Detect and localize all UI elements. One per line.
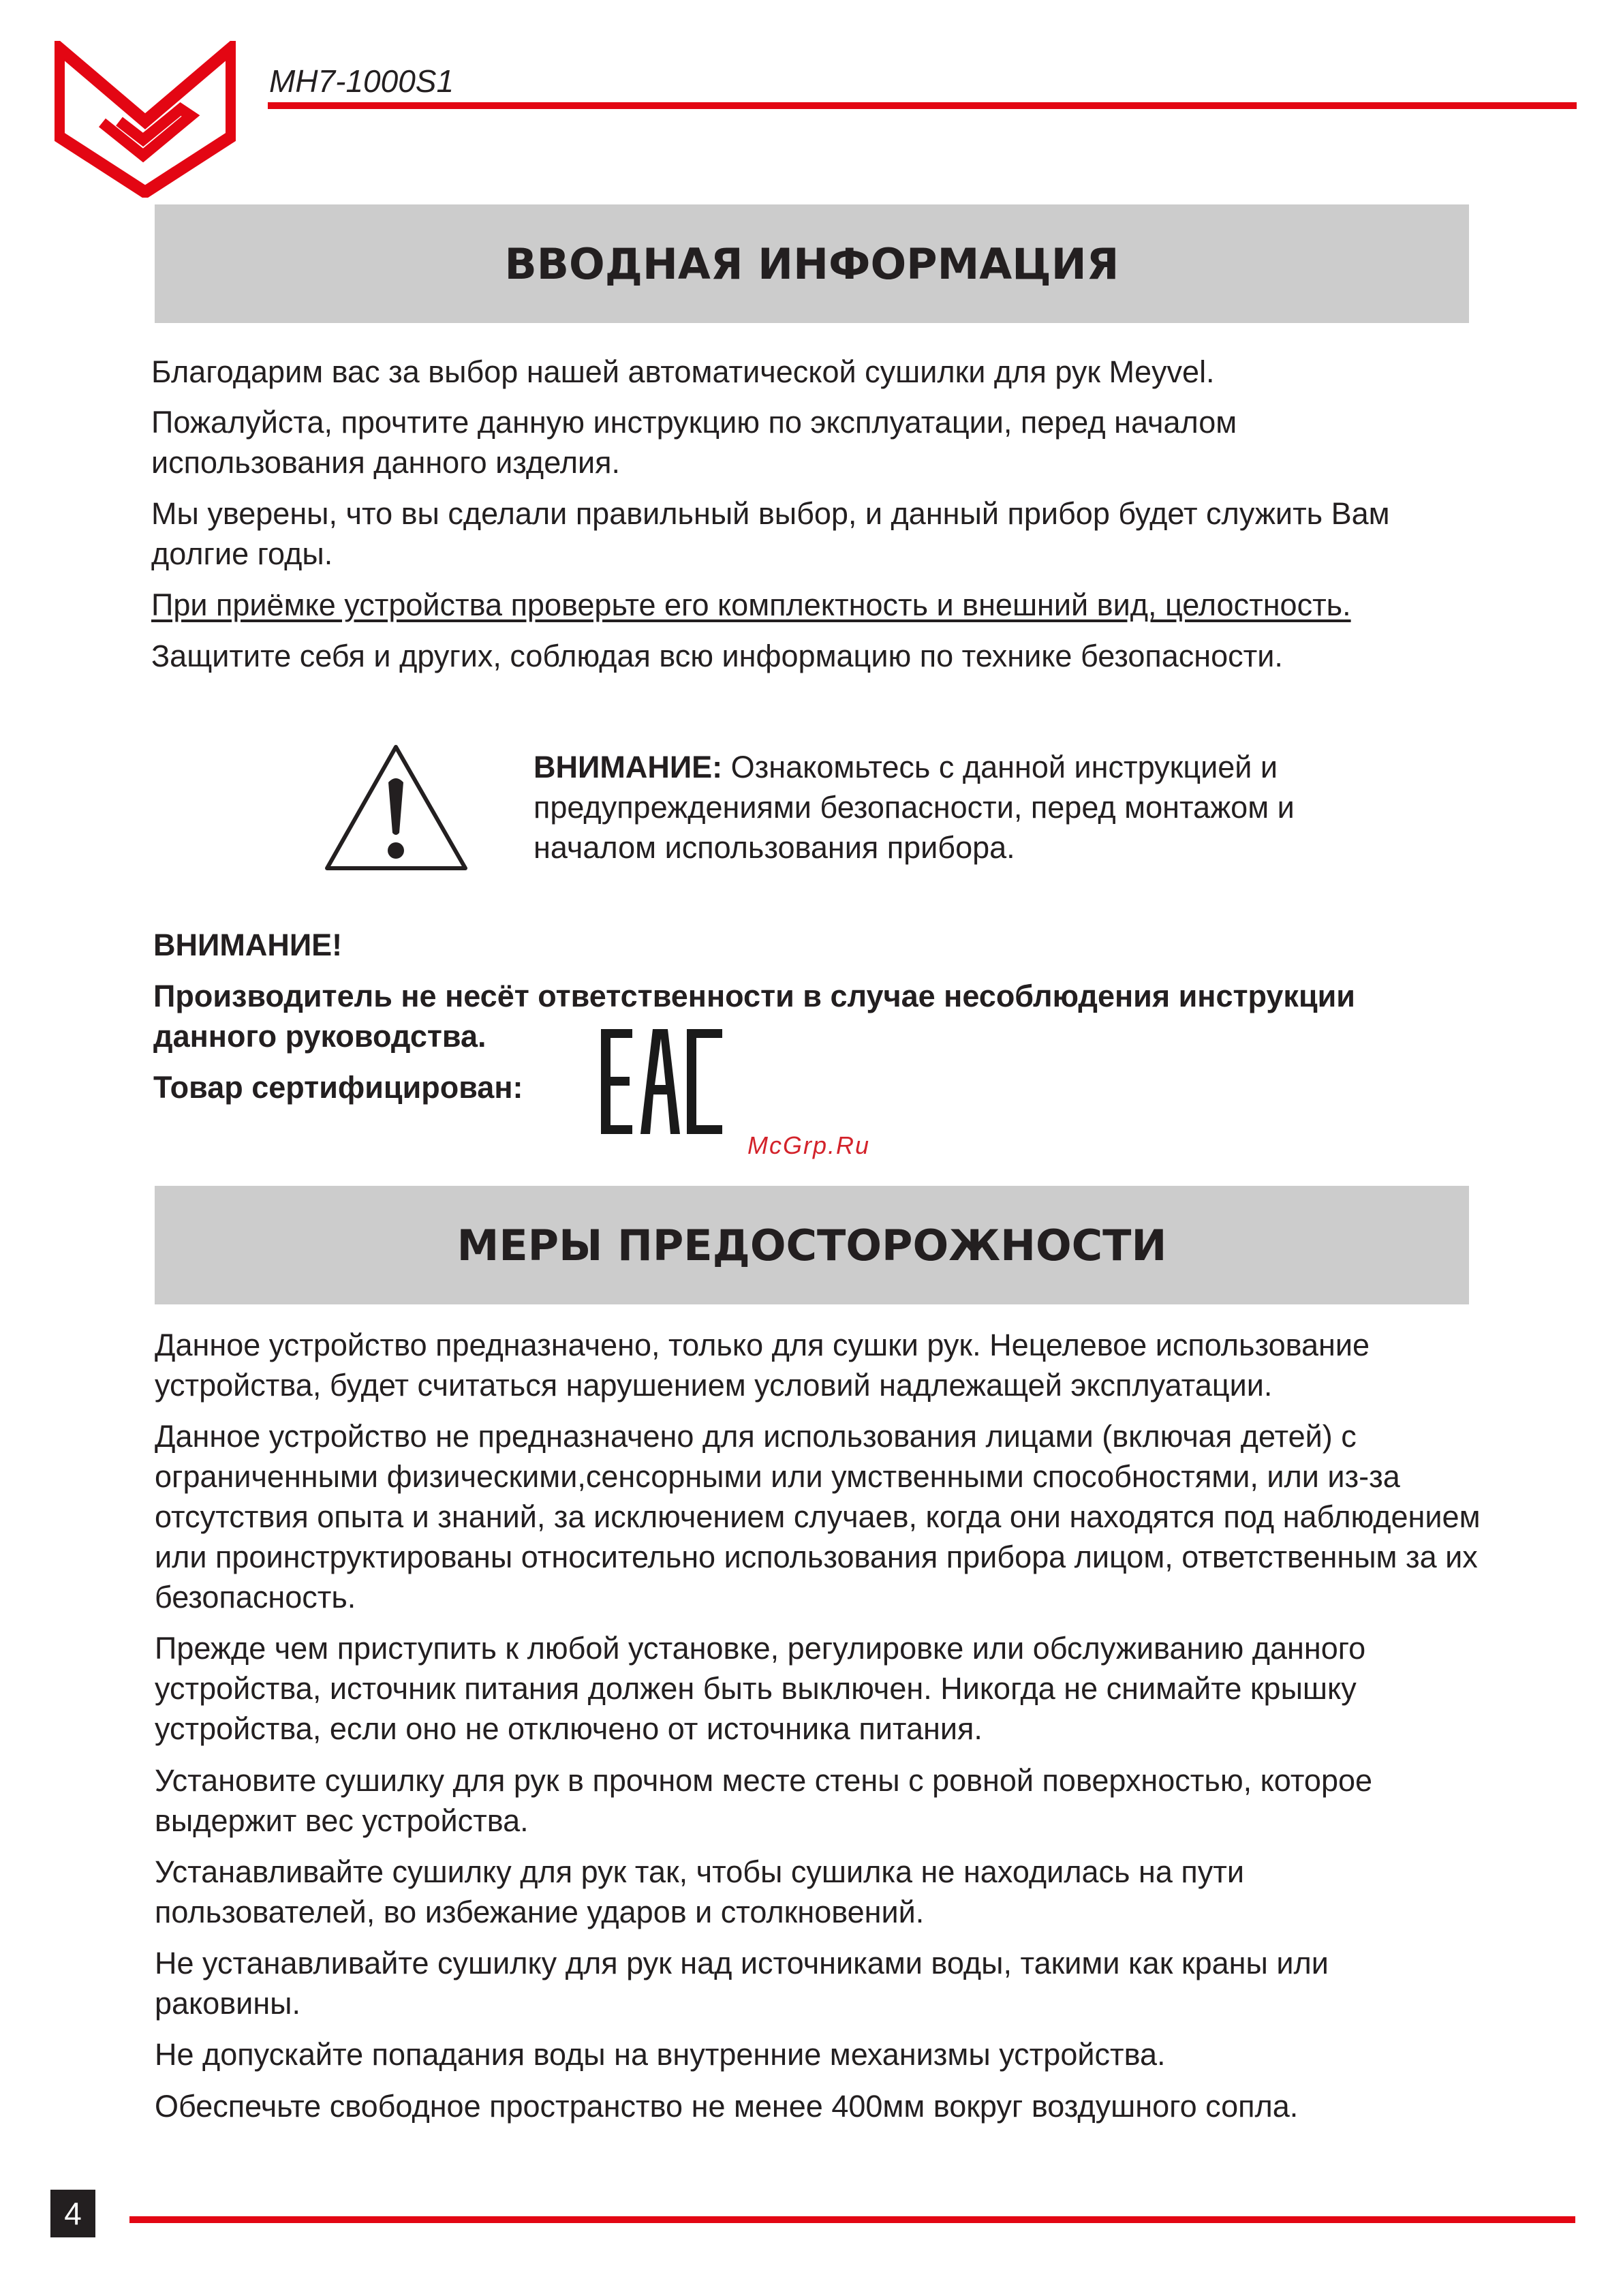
- brand-shield-logo-icon: [55, 41, 236, 198]
- precaution-paragraph: Установите сушилку для рук в прочном месте стены с ровной поверхностью, которое выдержит вес устройства.: [155, 1763, 1373, 1838]
- precaution-paragraph: Устанавливайте сушилку для рук так, чтобы сушилка не находилась на пути пользователей, во избежание ударов и столкновений.: [155, 1854, 1244, 1929]
- intro-paragraph: Пожалуйста, прочтите данную инструкцию по эксплуатации, перед началом использования данного изделия.: [151, 405, 1237, 480]
- watermark: McGrp.Ru: [747, 1131, 871, 1159]
- section-title-intro: ВВОДНАЯ ИНФОРМАЦИЯ: [155, 204, 1469, 323]
- section-title-precautions: МЕРЫ ПРЕДОСТОРОЖНОСТИ: [155, 1186, 1469, 1304]
- page-number: 4: [50, 2190, 95, 2237]
- warning-triangle-icon: [323, 743, 469, 872]
- precaution-paragraph: Данное устройство не предназначено для использования лицами (включая детей) с ограниченными физическими,сенсорными или умственными способностями, или из-за отсутствия опыта и знаний, за исключением случаев, когда они находятся под наблюдением или проинструктированы относительно использования прибора лицом, ответственным за их безопасность.: [155, 1419, 1481, 1614]
- intro-paragraph: Благодарим вас за выбор нашей автоматической сушилки для рук Meyvel.: [151, 354, 1215, 389]
- warning-text: Ознакомьтесь с данной инструкцией и предупреждениями безопасности, перед монтажом и началом использования прибора.: [534, 750, 1295, 865]
- intro-paragraph: Защитите себя и других, соблюдая всю информацию по технике безопасности.: [151, 639, 1283, 673]
- attention-heading: ВНИМАНИЕ!: [153, 928, 343, 962]
- warning-notice: [534, 747, 1419, 868]
- intro-paragraph: Мы уверены, что вы сделали правильный выбор, и данный прибор будет служить Вам долгие годы.: [151, 496, 1390, 571]
- intro-paragraph-underlined: При приёмке устройства проверьте его комплектность и внешний вид, целостность.: [151, 587, 1351, 622]
- footer-rule: [129, 2216, 1575, 2223]
- certified-label: Товар сертифицирован:: [153, 1070, 523, 1105]
- precaution-paragraph: Обеспечьте свободное пространство не менее 400мм вокруг воздушного сопла.: [155, 2089, 1299, 2124]
- warning-label: ВНИМАНИЕ:: [534, 750, 723, 784]
- eac-certification-mark: [597, 1026, 726, 1137]
- precaution-paragraph: Не устанавливайте сушилку для рук над источниками воды, такими как краны или раковины.: [155, 1946, 1329, 2021]
- precaution-paragraph: Не допускайте попадания воды на внутренние механизмы устройства.: [155, 2037, 1166, 2072]
- precaution-paragraph: Прежде чем приступить к любой установке, регулировке или обслуживанию данного устройства, источник питания должен быть выключен. Никогда не снимайте крышку устройства, если оно не отключено от источника питания.: [155, 1631, 1366, 1746]
- header-rule: [268, 102, 1577, 109]
- attention-text: Производитель не несёт ответственности в случае несоблюдения инструкции данного руководства.: [153, 979, 1355, 1054]
- model-number: MH7-1000S1: [269, 63, 454, 99]
- precaution-paragraph: Данное устройство предназначено, только для сушки рук. Нецелевое использование устройства, будет считаться нарушением условий надлежащей эксплуатации.: [155, 1328, 1370, 1403]
